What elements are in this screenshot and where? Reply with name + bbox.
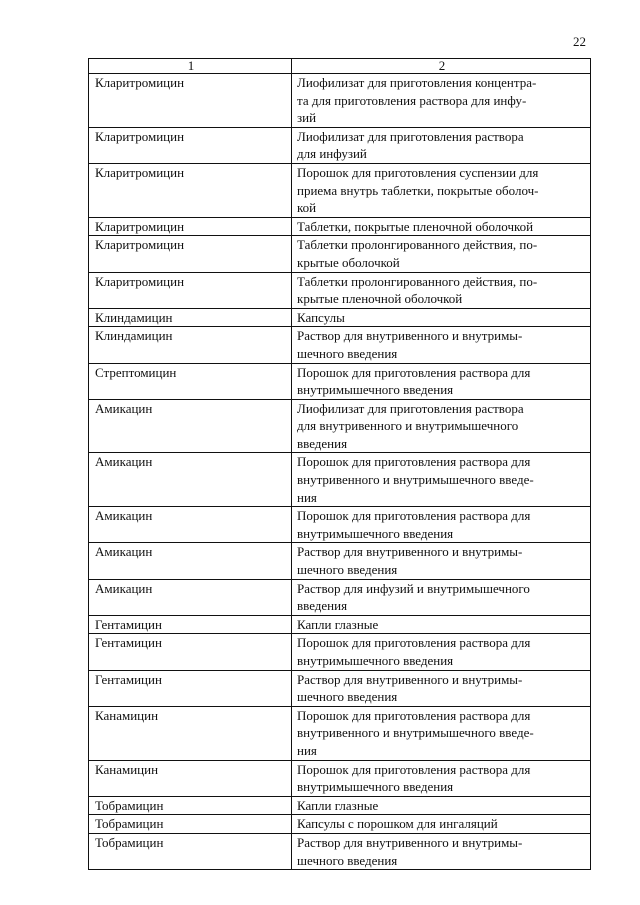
dosage-form-cell <box>292 579 591 615</box>
dosage-form-line: Капли глазные <box>297 616 379 632</box>
dosage-form-line: Порошок для приготовления раствора для <box>297 364 531 380</box>
dosage-form-line: внутримышечного введения <box>297 382 454 398</box>
table-row <box>89 815 591 834</box>
drug-table <box>88 58 591 870</box>
table-row <box>89 796 591 815</box>
dosage-form-line: шечного введения <box>297 562 398 578</box>
page-number: 22 <box>573 34 586 49</box>
drug-name-cell: Канамицин <box>89 760 292 796</box>
dosage-form-cell <box>292 163 591 217</box>
table-row <box>89 327 591 363</box>
dosage-form-cell <box>292 833 591 869</box>
dosage-form-line: крытые пленочной оболочкой <box>297 291 463 307</box>
drug-name-cell: Тобрамицин <box>89 815 292 834</box>
dosage-form-line: Порошок для приготовления раствора для <box>297 635 531 651</box>
dosage-form-line: внутривенного и внутримышечного введе- <box>297 472 534 488</box>
dosage-form-cell <box>292 760 591 796</box>
dosage-form-line: Капсулы с порошком для ингаляций <box>297 816 498 832</box>
drug-name-cell: Гентамицин <box>89 615 292 634</box>
table-row <box>89 543 591 579</box>
dosage-form-line: крытые оболочкой <box>297 254 400 270</box>
drug-name-cell: Кларитромицин <box>89 217 292 236</box>
dosage-form-cell <box>292 543 591 579</box>
drug-name-cell: Амикацин <box>89 453 292 507</box>
dosage-form-cell <box>292 363 591 399</box>
dosage-form-line: ния <box>297 742 317 758</box>
drug-name-cell: Тобрамицин <box>89 833 292 869</box>
dosage-form-line: Порошок для приготовления раствора для <box>297 508 531 524</box>
table-body <box>89 74 591 870</box>
dosage-form-cell <box>292 615 591 634</box>
dosage-form-line: Раствор для внутривенного и внутримы- <box>297 328 523 344</box>
drug-name-cell: Амикацин <box>89 543 292 579</box>
dosage-form-line: Порошок для приготовления раствора для <box>297 454 531 470</box>
table-row <box>89 74 591 128</box>
dosage-form-line: Таблетки, покрытые пленочной оболочкой <box>297 218 534 234</box>
dosage-form-line: внутримышечного введения <box>297 653 454 668</box>
dosage-form-cell <box>292 327 591 363</box>
table-row <box>89 833 591 869</box>
table-row <box>89 217 591 236</box>
dosage-form-line: внутримышечного введения <box>297 525 454 541</box>
dosage-form-line: введения <box>297 598 348 614</box>
drug-name-cell: Кларитромицин <box>89 236 292 272</box>
dosage-form-cell <box>292 706 591 760</box>
column-header-1: 1 <box>89 59 292 74</box>
dosage-form-cell <box>292 634 591 670</box>
dosage-form-cell <box>292 308 591 327</box>
dosage-form-cell <box>292 217 591 236</box>
dosage-form-cell <box>292 670 591 706</box>
dosage-form-line: Порошок для приготовления раствора для <box>297 761 531 777</box>
dosage-form-cell <box>292 399 591 453</box>
drug-name-cell: Кларитромицин <box>89 127 292 163</box>
dosage-form-line: Раствор для инфузий и внутримышечного <box>297 580 530 596</box>
table-row <box>89 308 591 327</box>
dosage-form-line: для инфузий <box>297 146 367 162</box>
dosage-form-line: зий <box>297 110 317 126</box>
dosage-form-line: Порошок для приготовления суспензии для <box>297 164 539 180</box>
dosage-form-line: Раствор для внутривенного и внутримы- <box>297 834 523 850</box>
drug-name-cell: Кларитромицин <box>89 163 292 217</box>
dosage-form-cell <box>292 272 591 308</box>
table-row <box>89 272 591 308</box>
dosage-form-line: Лиофилизат для приготовления раствора <box>297 128 524 144</box>
dosage-form-line: ния <box>297 489 317 505</box>
table-row <box>89 670 591 706</box>
dosage-form-line: Порошок для приготовления раствора для <box>297 707 531 723</box>
dosage-form-line: для внутривенного и внутримышечного <box>297 418 519 434</box>
dosage-form-cell <box>292 127 591 163</box>
drug-name-cell: Кларитромицин <box>89 272 292 308</box>
dosage-form-line: Раствор для внутривенного и внутримы- <box>297 671 523 687</box>
dosage-form-cell <box>292 815 591 834</box>
column-header-2: 2 <box>292 59 591 74</box>
table-row <box>89 399 591 453</box>
drug-name-cell: Амикацин <box>89 579 292 615</box>
table-row <box>89 163 591 217</box>
dosage-form-cell <box>292 74 591 128</box>
drug-name-cell: Гентамицин <box>89 670 292 706</box>
dosage-form-cell <box>292 507 591 543</box>
table-row <box>89 634 591 670</box>
dosage-form-line: шечного введения <box>297 689 398 705</box>
drug-name-cell: Гентамицин <box>89 634 292 670</box>
dosage-form-line: Раствор для внутривенного и внутримы- <box>297 544 523 560</box>
dosage-form-line: Капли глазные <box>297 797 379 813</box>
dosage-form-line: кой <box>297 200 317 216</box>
dosage-form-line: Таблетки пролонгированного действия, по- <box>297 273 538 289</box>
table-row <box>89 579 591 615</box>
dosage-form-cell <box>292 453 591 507</box>
drug-name-cell: Стрептомицин <box>89 363 292 399</box>
dosage-form-line: введения <box>297 435 348 451</box>
dosage-form-line: Лиофилизат для приготовления концентра- <box>297 75 537 90</box>
drug-name-cell: Амикацин <box>89 399 292 453</box>
dosage-form-line: шечного введения <box>297 345 398 361</box>
dosage-form-line: шечного введения <box>297 852 398 868</box>
drug-name-cell: Клиндамицин <box>89 327 292 363</box>
dosage-form-line: Лиофилизат для приготовления раствора <box>297 400 524 416</box>
drug-name-cell: Амикацин <box>89 507 292 543</box>
dosage-form-cell <box>292 796 591 815</box>
table-row <box>89 127 591 163</box>
table-row <box>89 363 591 399</box>
dosage-form-line: внутривенного и внутримышечного введе- <box>297 725 534 741</box>
dosage-form-line: внутримышечного введения <box>297 779 454 795</box>
table-row <box>89 236 591 272</box>
table-row <box>89 507 591 543</box>
drug-name-cell: Тобрамицин <box>89 796 292 815</box>
dosage-form-line: Таблетки пролонгированного действия, по- <box>297 237 538 253</box>
drug-name-cell: Канамицин <box>89 706 292 760</box>
table-row <box>89 706 591 760</box>
dosage-form-line: Капсулы <box>297 309 345 325</box>
dosage-form-cell <box>292 236 591 272</box>
table-row <box>89 453 591 507</box>
drug-name-cell: Кларитромицин <box>89 74 292 128</box>
table-row <box>89 760 591 796</box>
dosage-form-line: приема внутрь таблетки, покрытые оболоч- <box>297 182 539 198</box>
dosage-form-line: та для приготовления раствора для инфу- <box>297 92 527 108</box>
drug-name-cell: Клиндамицин <box>89 308 292 327</box>
table-header-row <box>89 59 591 74</box>
table-row <box>89 615 591 634</box>
